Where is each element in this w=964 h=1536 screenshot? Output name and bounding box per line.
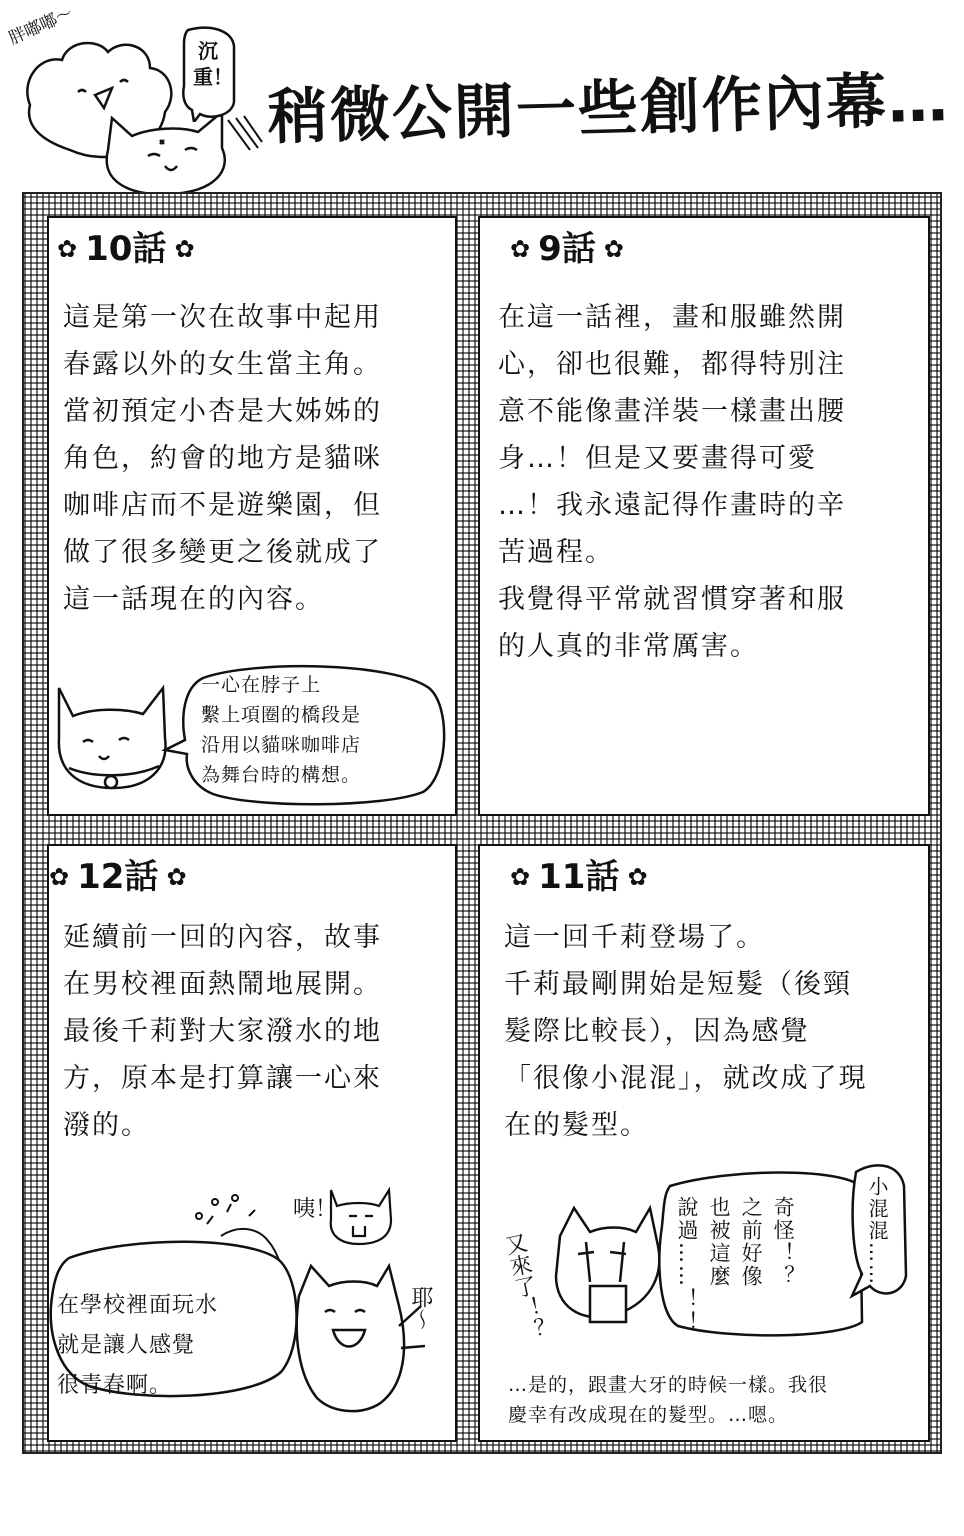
body-line: 最後千莉對大家潑水的地 — [63, 1016, 382, 1047]
body-line: 在男校裡面熱鬧地展開。 — [63, 969, 382, 1000]
episode-body — [504, 914, 868, 1149]
panel-episode-11 — [478, 844, 930, 1442]
bubble-column: 之前好像 — [739, 1196, 764, 1288]
cat-grumpy-icon — [556, 1208, 659, 1322]
cat-surprised-icon — [331, 1190, 391, 1244]
bubble-line: 一心在脖子上 — [201, 674, 322, 696]
episode-heading — [510, 857, 648, 897]
cat-with-collar-icon — [59, 688, 166, 788]
body-line: 做了很多變更之後就成了 — [63, 537, 382, 568]
episode-body — [63, 294, 382, 623]
episode-title: 12話 — [77, 857, 159, 897]
panel-episode-12 — [47, 844, 457, 1442]
bubble-line: 繫上項圈的橋段是 — [201, 704, 362, 726]
flower-icon: ✿ — [49, 863, 70, 891]
body-line: 角色，約會的地方是貓咪 — [63, 443, 382, 474]
body-line: …！我永遠記得作畫時的辛 — [498, 490, 846, 521]
body-line: 咖啡店而不是遊樂園，但 — [63, 490, 382, 521]
speech-bubble-text: 沉重！ — [193, 39, 233, 89]
panel-episode-10 — [47, 216, 457, 816]
cat-icon — [107, 112, 225, 194]
body-line: 這是第一次在故事中起用 — [63, 302, 382, 333]
episode-heading — [510, 229, 624, 269]
panel-episode-9 — [478, 216, 930, 816]
water-speech-text — [57, 1286, 218, 1406]
flower-icon: ✿ — [603, 235, 624, 263]
bubble-column: 說過……！！ — [675, 1196, 700, 1334]
bubble-line: 沿用以貓咪咖啡店 — [201, 734, 362, 756]
body-line: 身…！但是又要畫得可愛 — [498, 443, 817, 474]
body-line: 潑的。 — [63, 1110, 150, 1141]
footnote-text — [508, 1370, 828, 1430]
body-line: 千莉最剛開始是短髮（後頸 — [504, 969, 852, 1000]
sfx-huh: 咦！ — [293, 1197, 338, 1222]
body-line: 心，卻也很難，都得特別注 — [498, 349, 846, 380]
bubble-column: 奇怪！？ — [771, 1196, 796, 1288]
sfx-again: 又來了！？ — [499, 1230, 548, 1344]
flower-icon: ✿ — [627, 863, 648, 891]
body-line: 當初預定小杏是大姊姊的 — [63, 396, 382, 427]
bubble-line: 為舞台時的構想。 — [201, 764, 362, 786]
cat-speech-text — [201, 670, 361, 790]
bubble-line: 很青春啊。 — [57, 1373, 173, 1398]
body-line: 意不能像畫洋裝一樣畫出腰 — [498, 396, 846, 427]
body-line: 髮際比較長），因為感覺 — [504, 1016, 810, 1047]
sound-effect-label: 胖嘟嘟～ — [5, 3, 77, 49]
bubble-line: 在學校裡面玩水 — [57, 1293, 219, 1318]
episode-body — [63, 914, 382, 1149]
episode-title: 11話 — [538, 857, 620, 897]
body-line: 春露以外的女生當主角。 — [63, 349, 382, 380]
body-line: 的人真的非常厲害。 — [498, 631, 759, 662]
thug-speech-columns — [676, 1196, 794, 1334]
flower-icon: ✿ — [510, 235, 531, 263]
flower-icon: ✿ — [166, 863, 187, 891]
episode-body — [498, 294, 846, 670]
body-line: 苦過程。 — [498, 537, 614, 568]
bubble-line: 就是讓人感覺 — [57, 1333, 196, 1358]
flower-icon: ✿ — [57, 235, 78, 263]
body-line: 方，原本是打算讓一心來 — [63, 1063, 382, 1094]
note-line: 慶幸有改成現在的髮型。…嗯。 — [508, 1404, 789, 1426]
note-line: …是的，跟畫大牙的時候一樣。我很 — [508, 1374, 829, 1396]
body-line: 延續前一回的內容，故事 — [63, 922, 382, 953]
flower-icon: ✿ — [510, 863, 531, 891]
bubble-column: 也被這麼 — [707, 1196, 732, 1288]
body-line: 「很像小混混」，就改成了現 — [504, 1063, 868, 1094]
sfx-yay: 耶～ — [408, 1286, 433, 1330]
episode-title: 9話 — [538, 229, 596, 269]
small-bubble-text: 小混混…… — [865, 1176, 889, 1286]
flower-icon: ✿ — [174, 235, 195, 263]
page-title: 稍微公開一些創作內幕… — [267, 65, 951, 153]
episode-title: 10話 — [85, 229, 167, 269]
episode-heading — [49, 857, 187, 897]
episode-heading — [57, 229, 195, 269]
body-line: 這一回千莉登場了。 — [504, 922, 765, 953]
body-line: 在這一話裡，畫和服雖然開 — [498, 302, 846, 333]
body-line: 這一話現在的內容。 — [63, 584, 324, 615]
body-line: 我覺得平常就習慣穿著和服 — [498, 584, 846, 615]
body-line: 在的髮型。 — [504, 1110, 649, 1141]
